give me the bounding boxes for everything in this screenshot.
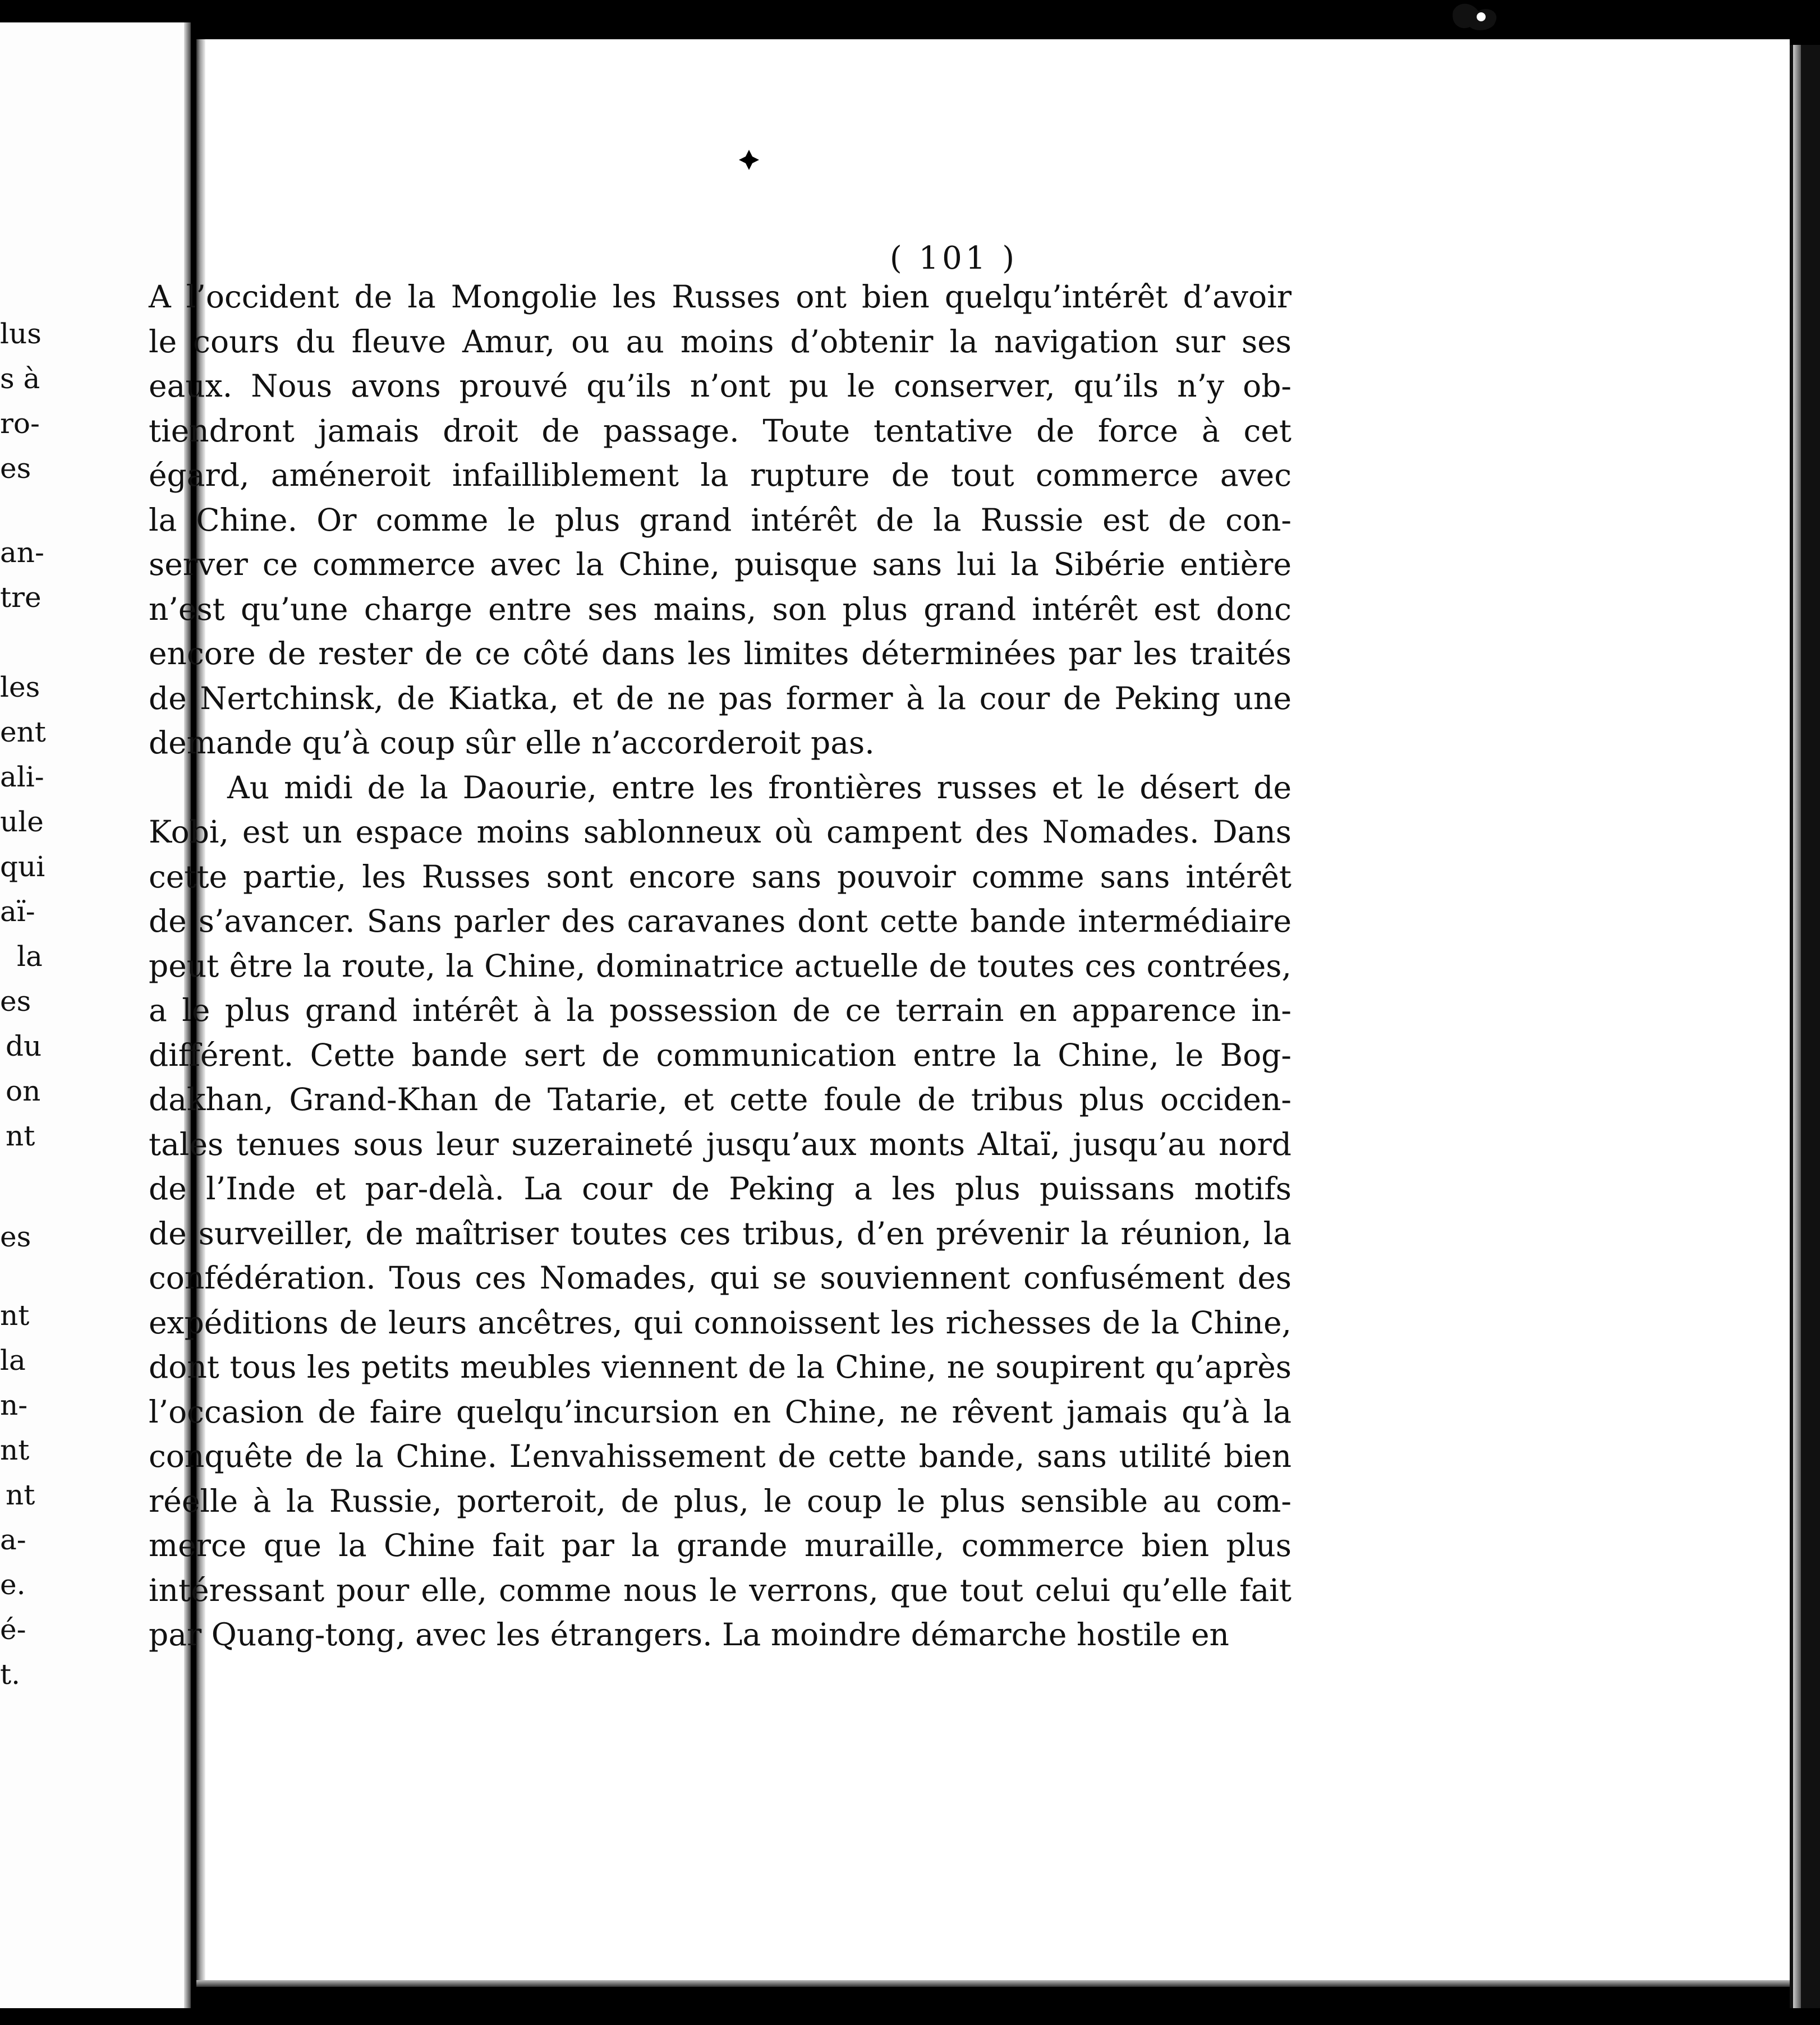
paragraph <box>149 275 1292 766</box>
previous-page-line: lus <box>0 317 42 350</box>
text-line: encore de rester de ce côté dans les limites déterminées par les traités <box>149 636 1292 671</box>
previous-page-line: la <box>0 1344 26 1377</box>
ornament-mark <box>738 149 760 171</box>
previous-page-line: nt <box>0 1434 30 1466</box>
text-line: Au midi de la Daourie, entre les frontières russes et le désert de <box>227 769 1292 806</box>
previous-page-line: ent <box>0 716 46 748</box>
previous-page-line: du <box>6 1030 42 1062</box>
text-line: cette partie, les Russes sont encore sans pouvoir comme sans intérêt <box>149 858 1292 895</box>
text-line: de Nertchinsk, de Kiatka, et de ne pas former à la cour de Peking une <box>149 680 1292 716</box>
previous-page-line: a- <box>0 1524 26 1556</box>
previous-page-line: es <box>0 985 31 1018</box>
text-line: par Quang-tong, avec les étrangers. La moindre démarche hostile en <box>149 1617 1229 1653</box>
text-line: l’occasion de faire quelqu’incursion en Chine, ne rêvent jamais qu’à la <box>149 1393 1292 1430</box>
text-line: réelle à la Russie, porteroit, de plus, le coup le plus sensible au com- <box>149 1483 1292 1519</box>
previous-page-line: es <box>0 452 31 485</box>
previous-page-line: es <box>0 1221 31 1253</box>
text-line: différent. Cette bande sert de communication entre la Chine, le Bog- <box>149 1037 1292 1073</box>
text-line: confédération. Tous ces Nomades, qui se souviennent confusément des <box>149 1260 1292 1296</box>
previous-page-line: n- <box>0 1389 28 1421</box>
text-line: server ce commerce avec la Chine, puisque sans lui la Sibérie entière <box>149 546 1292 582</box>
previous-page-line: nt <box>6 1479 35 1511</box>
previous-page-line: nt <box>0 1299 30 1332</box>
previous-page-line: nt <box>6 1120 35 1152</box>
text-line: de surveiller, de maîtriser toutes ces tribus, d’en prévenir la réunion, la <box>149 1215 1292 1251</box>
bottom-page-edge <box>196 1980 1790 2025</box>
text-line: expéditions de leurs ancêtres, qui connoissent les richesses de la Chine, <box>149 1304 1292 1341</box>
text-line: égard, améneroit infailliblement la rupture de tout commerce avec <box>149 457 1292 493</box>
text-line: la Chine. Or comme le plus grand intérêt de la Russie est de con- <box>149 501 1292 538</box>
text-line: intéressant pour elle, comme nous le verrons, que tout celui qu’elle fait <box>149 1572 1292 1608</box>
body-text <box>149 275 1292 1658</box>
previous-page-line: les <box>0 671 40 703</box>
text-line: tiendront jamais droit de passage. Toute tentative de force à cet <box>149 412 1292 449</box>
previous-page-line: e. <box>0 1568 26 1601</box>
page-number: ( 101 ) <box>889 240 1018 277</box>
previous-page-line: aï- <box>0 895 35 928</box>
text-line: n’est qu’une charge entre ses mains, son plus grand intérêt est donc <box>149 591 1292 627</box>
text-line: de l’Inde et par-delà. La cour de Peking a les plus puissans motifs <box>149 1171 1292 1207</box>
text-line: a le plus grand intérêt à la possession de ce terrain en apparence in- <box>149 992 1292 1028</box>
text-line: conquête de la Chine. L’envahissement de cette bande, sans utilité bien <box>149 1438 1292 1474</box>
previous-page-line: qui <box>0 850 45 883</box>
text-line: demande qu’à coup sûr elle n’accorderoit pas. <box>149 725 875 761</box>
ink-blot-mark <box>1447 0 1504 34</box>
text-line: dont tous les petits meubles viennent de la Chine, ne soupirent qu’après <box>149 1349 1292 1385</box>
paragraph <box>149 766 1292 1658</box>
text-line: le cours du fleuve Amur, ou au moins d’obtenir la navigation sur ses <box>149 323 1292 360</box>
previous-page-line: t. <box>0 1658 20 1691</box>
previous-page-line: é- <box>0 1613 26 1646</box>
text-line: Kobi, est un espace moins sablonneux où campent des Nomades. Dans <box>149 814 1292 850</box>
previous-page-line: ule <box>0 806 44 838</box>
text-line: de s’avancer. Sans parler des caravanes dont cette bande intermédiaire <box>149 903 1292 939</box>
text-line: A l’occident de la Mongolie les Russes ont bien quelqu’intérêt d’avoir <box>149 279 1292 315</box>
previous-page-line: ro- <box>0 407 40 440</box>
previous-page-line: on <box>6 1075 41 1107</box>
text-line: dakhan, Grand-Khan de Tatarie, et cette foule de tribus plus occiden- <box>149 1081 1292 1117</box>
right-page-edge <box>1790 45 1820 2008</box>
text-line: merce que la Chine fait par la grande muraille, commerce bien plus <box>149 1527 1292 1563</box>
previous-page-line: ali- <box>0 761 44 793</box>
text-line: peut être la route, la Chine, dominatrice actuelle de toutes ces contrées, <box>149 947 1292 984</box>
previous-page-line: an- <box>0 536 44 569</box>
text-line: eaux. Nous avons prouvé qu’ils n’ont pu le conserver, qu’ils n’y ob- <box>149 368 1292 404</box>
text-line: tales tenues sous leur suzeraineté jusqu’aux monts Altaï, jusqu’au nord <box>149 1126 1292 1162</box>
previous-page-line: la <box>17 940 43 973</box>
previous-page-line: s à <box>0 362 40 395</box>
previous-page-line: tre <box>0 581 42 614</box>
